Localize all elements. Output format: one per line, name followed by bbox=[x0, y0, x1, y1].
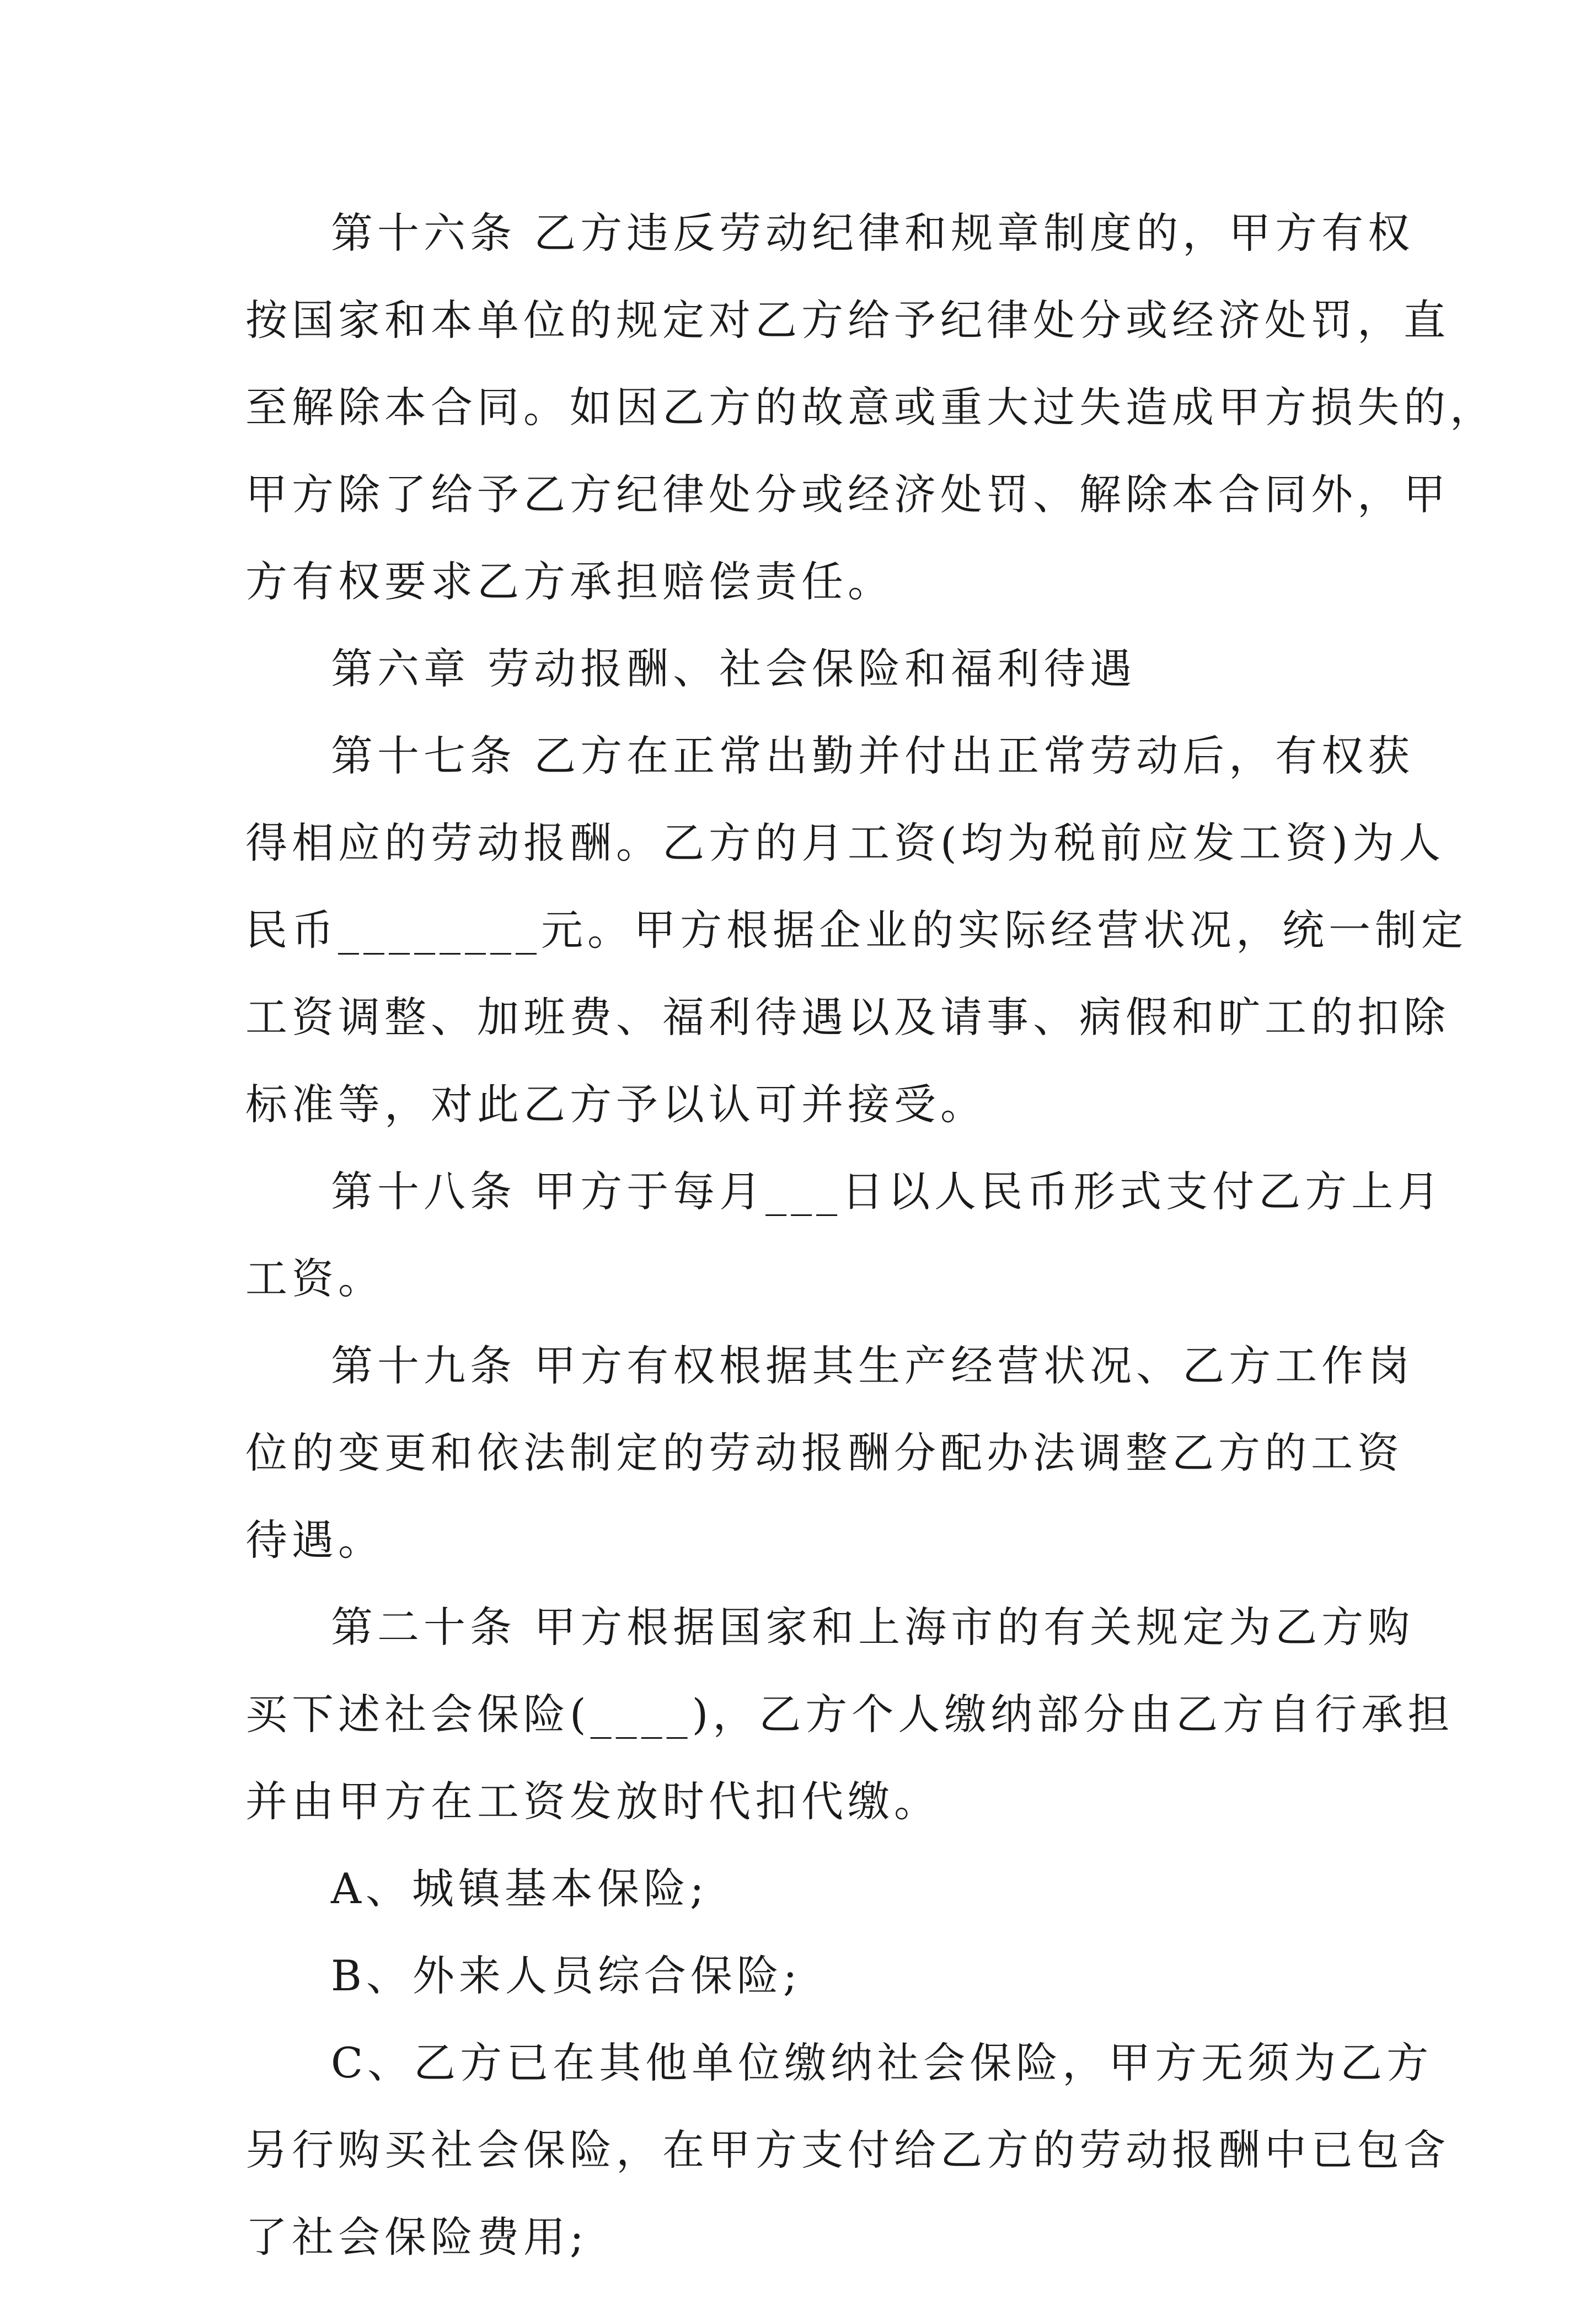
article-19-line-3: 待遇。 bbox=[245, 1515, 384, 1565]
option-c-line-2: 另行购买社会保险，在甲方支付给乙方的劳动报酬中已包含 bbox=[245, 2125, 1450, 2174]
chapter-6-heading: 第六章 劳动报酬、社会保险和福利待遇 bbox=[331, 644, 1137, 693]
article-17-line-3: 民币________元。甲方根据企业的实际经营状况，统一制定 bbox=[245, 906, 1468, 955]
option-a: A、城镇基本保险; bbox=[331, 1864, 709, 1913]
article-17-line-5: 标准等，对此乙方予以认可并接受。 bbox=[245, 1080, 987, 1129]
article-16-line-5: 方有权要求乙方承担赔偿责任。 bbox=[245, 557, 894, 606]
article-17-line-2: 得相应的劳动报酬。乙方的月工资(均为税前应发工资)为人 bbox=[245, 818, 1445, 867]
article-17-line-4: 工资调整、加班费、福利待遇以及请事、病假和旷工的扣除 bbox=[245, 993, 1450, 1042]
article-18-line-1: 第十八条 甲方于每月___日以人民币形式支付乙方上月 bbox=[331, 1167, 1444, 1216]
article-19-line-1: 第十九条 甲方有权根据其生产经营状况、乙方工作岗 bbox=[331, 1341, 1415, 1390]
article-16-line-2: 按国家和本单位的规定对乙方给予纪律处分或经济处罚，直 bbox=[245, 296, 1450, 345]
option-c-line-3: 了社会保险费用; bbox=[245, 2213, 588, 2262]
option-c-line-1: C、乙方已在其他单位缴纳社会保险，甲方无须为乙方 bbox=[331, 2038, 1433, 2087]
article-18-line-2: 工资。 bbox=[245, 1254, 384, 1303]
article-17-line-1: 第十七条 乙方在正常出勤并付出正常劳动后，有权获 bbox=[331, 731, 1415, 780]
document-body bbox=[245, 207, 1496, 2298]
article-16-line-4: 甲方除了给予乙方纪律处分或经济处罚、解除本合同外，甲 bbox=[245, 470, 1450, 519]
article-20-line-1: 第二十条 甲方根据国家和上海市的有关规定为乙方购 bbox=[331, 1603, 1415, 1652]
article-19-line-2: 位的变更和依法制定的劳动报酬分配办法调整乙方的工资 bbox=[245, 1428, 1404, 1477]
article-20-line-3: 并由甲方在工资发放时代扣代缴。 bbox=[245, 1777, 940, 1826]
option-b: B、外来人员综合保险; bbox=[331, 1951, 802, 2000]
article-16-line-3: 至解除本合同。如因乙方的故意或重大过失造成甲方损失的， bbox=[245, 383, 1496, 432]
article-20-line-2: 买下述社会保险(____)，乙方个人缴纳部分由乙方自行承担 bbox=[245, 1690, 1454, 1739]
article-16-line-1: 第十六条 乙方违反劳动纪律和规章制度的，甲方有权 bbox=[331, 208, 1415, 258]
